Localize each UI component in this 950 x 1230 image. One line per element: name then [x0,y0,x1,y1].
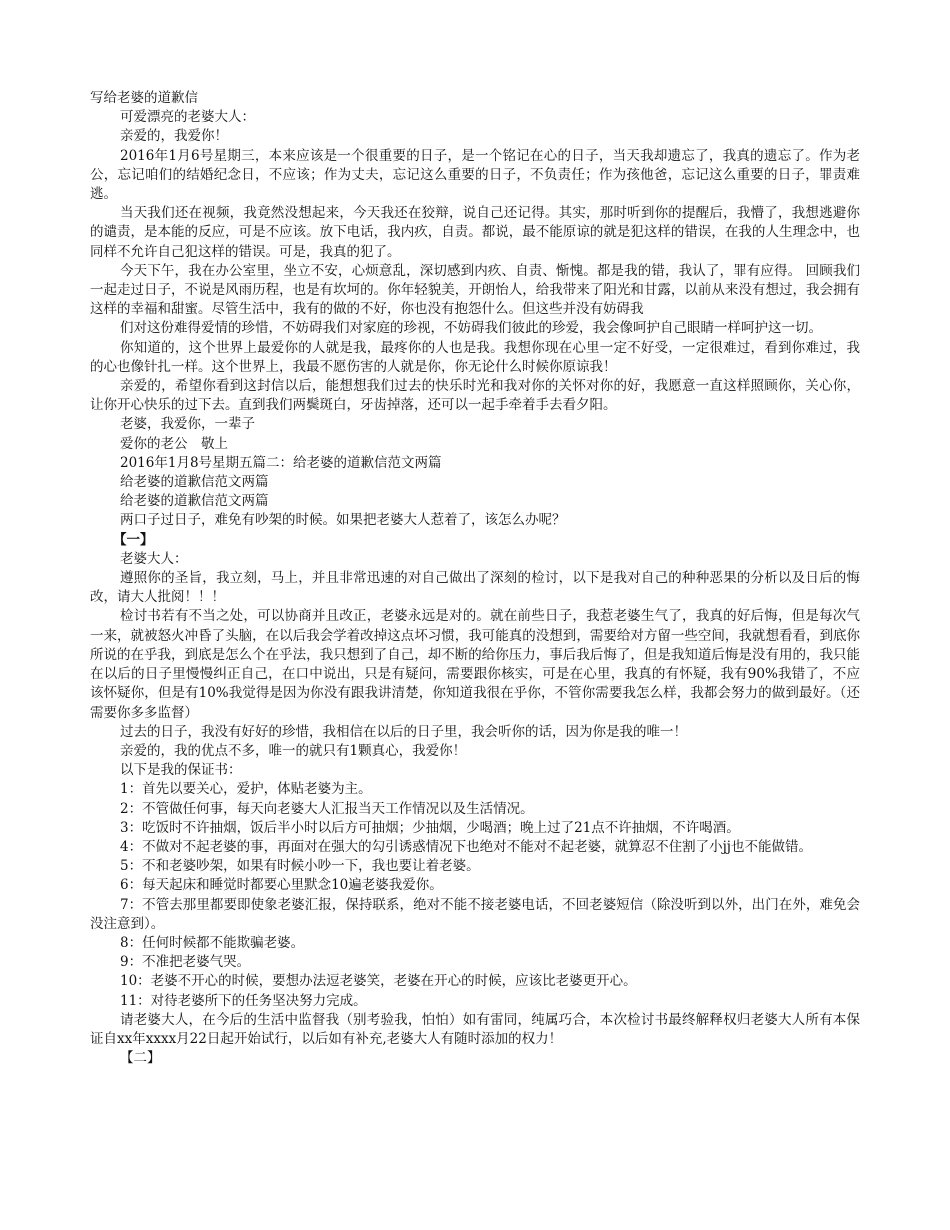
date-line: 2016年1月8号星期五篇二：给老婆的道歉信范文两篇 [120,454,442,471]
paragraph: 老婆，我爱你，一辈子 [120,416,255,433]
paragraph: 当天我们还在视频，我竟然没想起来，今天我还在狡辩，说自己还记得。其实，那时听到你的提醒后，我懵了，我想逃避你的谴责，是本能的反应，可是不应该。放下电话，我内疚，自责。都说，最不能原谅的就是犯这样的错误，在我的人生理念中，也同样不允许自己犯这样的错误。可是，我真的犯了。 [90,205,860,260]
list-item: 11：对待老婆所下的任务坚决努力完成。 [120,992,367,1009]
paragraph: 过去的日子，我没有好好的珍惜，我相信在以后的日子里，我会听你的话，因为你是我的唯一！ [120,723,687,740]
paragraph: 今天下午，我在办公室里，坐立不安，心烦意乱，深切感到内疚、自责、惭愧。都是我的错，我认了，罪有应得。 回顾我们一起走过日子，不说是风雨历程，也是有坎坷的。你年轻貌美，开朗怡人，给我带来了阳光和甘露，以前从来没有想过，我会拥有这样的幸福和甜蜜。尽管生活中，我有的做的不好，你也没有抱怨什么。但这些并没有妨碍我 [90,262,860,318]
part-heading: 【一】 [113,531,154,548]
paragraph: 们对这份难得爱情的珍惜，不妨碍我们对家庭的珍视，不妨碍我们彼此的珍爱，我会像呵护自己眼睛一样呵护这一切。 [120,320,822,337]
list-item: 4：不做对不起老婆的事，再面对在强大的勾引诱惑情况下也绝对不能对不起老婆，就算忍不住割了小jj也不能做错。 [120,838,812,855]
section-heading: 给老婆的道歉信范文两篇 [120,493,269,510]
paragraph: 亲爱的，希望你看到这封信以后，能想想我们过去的快乐时光和我对你的关怀对你的好，我愿意一直这样照顾你，关心你，让你开心快乐的过下去。直到我们两鬓斑白，牙齿掉落，还可以一起手牵着手去看夕阳。 [90,378,860,414]
salutation: 可爱漂亮的老婆大人： [120,109,255,126]
document-title: 写给老婆的道歉信 [90,90,198,106]
list-item: 8：任何时候都不能欺骗老婆。 [120,934,305,951]
list-item: 6：每天起床和睡觉时都要心里默念10遍老婆我爱你。 [120,877,443,894]
paragraph: 亲爱的，我的优点不多，唯一的就只有1颗真心，我爱你！ [120,742,467,759]
list-item: 1：首先以要关心，爱护，体贴老婆为主。 [120,781,372,798]
list-item: 9：不准把老婆气哭。 [120,954,251,971]
paragraph: 你知道的，这个世界上最爱你的人就是我，最疼你的人也是我。我想你现在心里一定不好受，一定很难过，看到你难过，我的心也像针扎一样。这个世界上，我最不愿伤害的人就是你，你无论什么时候你原谅我！ [90,339,860,375]
list-item: 3：吃饭时不许抽烟，饭后半小时以后方可抽烟；少抽烟，少喝酒；晚上过了21点不许抽烟，不许喝酒。 [120,819,740,836]
list-item: 7：不管去那里都要即使象老婆汇报，保持联系，绝对不能不接老婆电话，不回老婆短信（除没听到以外，出门在外，难免会没注意到）。 [90,896,860,932]
paragraph: 2016年1月6号星期三，本来应该是一个很重要的日子，是一个铭记在心的日子，当天我却遗忘了，我真的遗忘了。作为老公，忘记咱们的结婚纪念日，不应该；作为丈夫，忘记这么重要的日子，不负责任；作为孩他爸，忘记这么重要的日子，罪责难逃。 [90,147,860,203]
paragraph: 以下是我的保证书： [120,762,242,779]
paragraph: 遵照你的圣旨，我立刻，马上，并且非常迅速的对自己做出了深刻的检讨，以下是我对自己的种种恶果的分析以及日后的悔改，请大人批阅！！！ [90,570,860,606]
list-item: 请老婆大人，在今后的生活中监督我（别考验我，怕怕）如有雷同，纯属巧合，本次检讨书最终解释权归老婆大人所有本保证自xx年xxxx月22日起开始试行，以后如有补充,老婆大人有随时添加的权力！ [90,1011,860,1047]
salutation: 老婆大人： [120,550,188,567]
paragraph: 检讨书若有不当之处，可以协商并且改正，老婆永远是对的。就在前些日子，我惹老婆生气了，我真的好后悔，但是每次气一来，就被怒火冲昏了头脑，在以后我会学着改掉这点坏习惯，我可能真的没想到，需要给对方留一些空间，我就想看看，到底你所说的在乎我，到底是怎么个在乎法，我只想到了自己，却不断的给你压力，事后我后悔了，但是我知道后悔是没有用的，我只能在以后的日子里慢慢纠正自己，在口中说出，只是有疑问，需要跟你核实，可是在心里，我真的有怀疑，我有90%我错了，不应该怀疑你，但是有10%我觉得是因为你没有跟我讲清楚，你知道我很在乎你，不管你需要我怎么样，我都会努力的做到最好。（还需要你多多监督） [90,608,860,721]
paragraph: 两口子过日子，难免有吵架的时候。如果把老婆大人惹着了，该怎么办呢？ [120,512,566,529]
paragraph: 【二】 [120,1050,161,1067]
document-page [90,89,860,1068]
list-item: 2：不管做任何事，每天向老婆大人汇报当天工作情况以及生活情况。 [120,800,534,817]
section-heading: 给老婆的道歉信范文两篇 [120,474,269,491]
list-item: 10：老婆不开心的时候，要想办法逗老婆笑，老婆在开心的时候，应该比老婆更开心。 [120,973,637,990]
list-item: 5：不和老婆吵架，如果有时候小吵一下，我也要让着老婆。 [120,858,480,875]
paragraph: 亲爱的，我爱你！ [120,128,228,145]
signature: 爱你的老公 敬上 [120,435,228,452]
